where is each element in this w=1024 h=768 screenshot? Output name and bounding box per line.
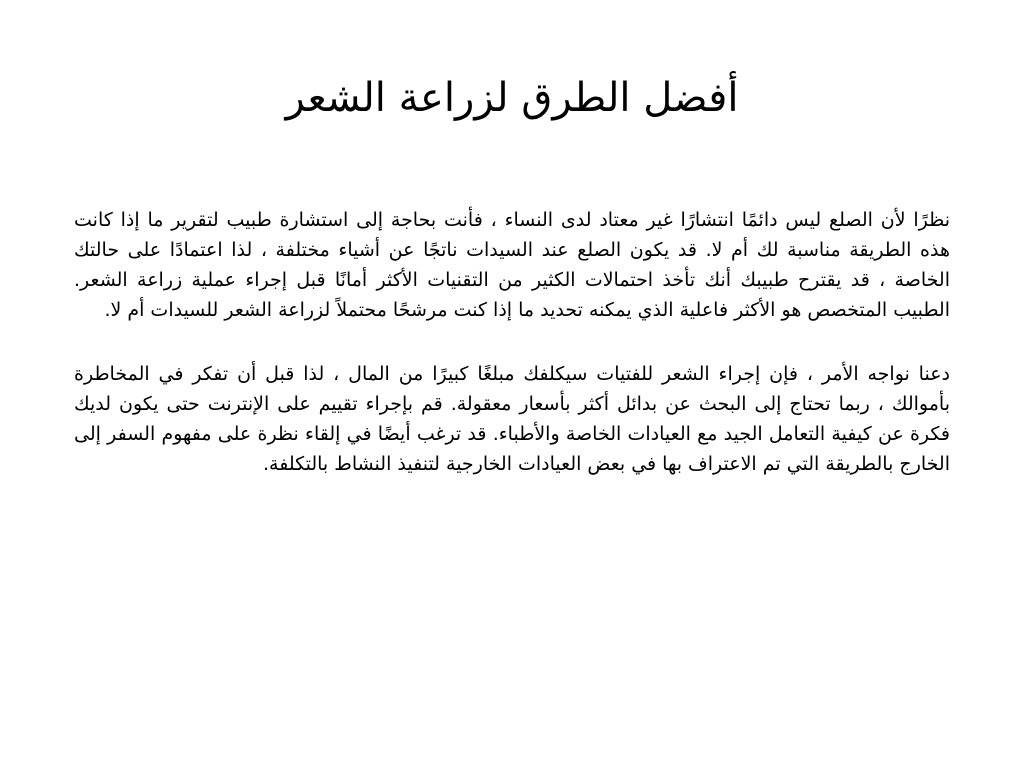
slide-title: أفضل الطرق لزراعة الشعر [285,75,739,121]
body-paragraph-2: دعنا نواجه الأمر ، فإن إجراء الشعر للفتيات سيكلفك مبلغًا كبيرًا من المال ، لذا قبل أن تفكر في المخاطرة بأموالك ، ربما تحتاج إلى البحث عن بدائل أكثر بأسعار معقولة. قم بإجراء تقييم على الإنترنت حتى يكون لديك فكرة عن كيفية التعامل الجيد مع العيادات الخاصة والأطباء. قد ترغب أيضًا في إلقاء نظرة على مفهوم السفر إلى الخارج بالطريقة التي تم الاعتراف بها في بعض العيادات الخارجية لتنفيذ النشاط بالتكلفة. [74,363,950,475]
body-paragraph-1: نظرًا لأن الصلع ليس دائمًا انتشارًا غير معتاد لدى النساء ، فأنت بحاجة إلى استشارة طبيب لتقرير ما إذا كانت هذه الطريقة مناسبة لك أم لا. قد يكون الصلع عند السيدات ناتجًا عن أشياء مختلفة ، لذا اعتمادًا على حالتك الخاصة ، قد يقترح طبيبك أنك تأخذ احتمالات الكثير من التقنيات الأكثر أمانًا قبل إجراء عملية زراعة الشعر. الطبيب المتخصص هو الأكثر فاعلية الذي يمكنه تحديد ما إذا كنت مرشحًا محتملاً لزراعة الشعر للسيدات أم لا. [74,209,950,321]
slide-body [74,205,950,513]
